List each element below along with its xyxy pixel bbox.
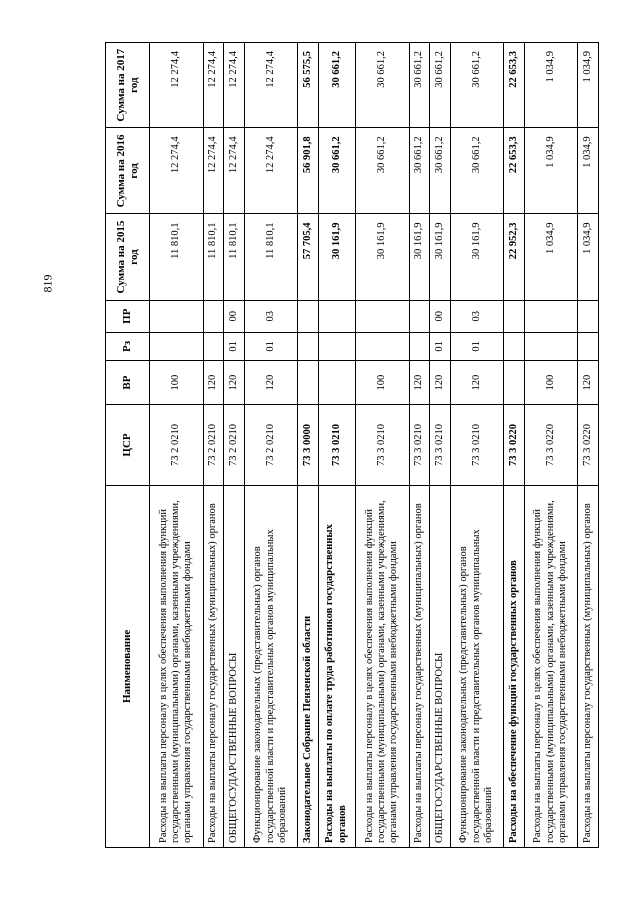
rotated-table-wrapper	[105, 42, 599, 848]
cell-vr	[318, 360, 355, 404]
header-2015: Сумма на 2015 год	[106, 214, 150, 300]
cell-2015: 1 034,9	[524, 214, 578, 300]
cell-csr: 73 3 0220	[524, 405, 578, 486]
cell-2015: 1 034,9	[578, 214, 599, 300]
cell-vr: 100	[524, 360, 578, 404]
cell-rz: 01	[430, 332, 451, 360]
cell-2017: 12 274,4	[150, 43, 204, 128]
cell-rz	[203, 332, 224, 360]
table-row	[203, 43, 224, 848]
cell-name: Функционирование законодательных (представительных) органов государственной власти и представительных органов муниципальных образований	[244, 485, 298, 847]
cell-pr	[504, 300, 525, 332]
cell-pr: 00	[224, 300, 245, 332]
cell-2016: 12 274,4	[244, 128, 298, 214]
cell-rz	[524, 332, 578, 360]
cell-2015: 57 705,4	[298, 214, 319, 300]
cell-2017: 30 661,2	[450, 43, 504, 128]
cell-name: Расходы на выплаты персоналу в целях обеспечения выполнения функций государственными (муниципальными) органами, казенными учреждениями, органами управления государственными внебюджетными фондами	[150, 485, 204, 847]
cell-csr: 73 3 0210	[355, 405, 409, 486]
cell-2016: 12 274,4	[203, 128, 224, 214]
cell-vr: 100	[355, 360, 409, 404]
cell-name: Расходы на выплаты персоналу в целях обеспечения выполнения функций государственными (муниципальными) органами, казенными учреждениями, органами управления государственными внебюджетными фондами	[355, 485, 409, 847]
cell-2015: 11 810,1	[203, 214, 224, 300]
table-header-row	[106, 43, 150, 848]
header-pr: ПР	[106, 300, 150, 332]
table-row	[504, 43, 525, 848]
cell-csr: 73 3 0220	[578, 405, 599, 486]
cell-pr	[150, 300, 204, 332]
cell-vr	[298, 360, 319, 404]
cell-2015: 11 810,1	[224, 214, 245, 300]
cell-2017: 30 661,2	[318, 43, 355, 128]
cell-name: ОБЩЕГОСУДАРСТВЕННЫЕ ВОПРОСЫ	[224, 485, 245, 847]
table-row	[244, 43, 298, 848]
header-vr: ВР	[106, 360, 150, 404]
cell-pr: 00	[430, 300, 451, 332]
table-row	[409, 43, 430, 848]
cell-vr: 120	[578, 360, 599, 404]
cell-2017: 56 575,5	[298, 43, 319, 128]
cell-pr	[409, 300, 430, 332]
cell-2016: 12 274,4	[150, 128, 204, 214]
cell-pr	[578, 300, 599, 332]
cell-rz: 01	[224, 332, 245, 360]
cell-2016: 12 274,4	[224, 128, 245, 214]
cell-csr: 73 3 0210	[409, 405, 430, 486]
cell-vr: 120	[409, 360, 430, 404]
table-body	[150, 43, 599, 848]
page-number-text: 819	[40, 274, 55, 292]
table-row	[318, 43, 355, 848]
cell-2016: 30 661,2	[318, 128, 355, 214]
cell-pr	[524, 300, 578, 332]
cell-rz	[318, 332, 355, 360]
cell-csr: 73 2 0210	[150, 405, 204, 486]
cell-vr: 120	[224, 360, 245, 404]
cell-rz	[409, 332, 430, 360]
cell-2017: 1 034,9	[524, 43, 578, 128]
page-number	[40, 253, 56, 313]
cell-name: Расходы на выплаты персоналу государственных (муниципальных) органов	[409, 485, 430, 847]
cell-csr: 73 2 0210	[224, 405, 245, 486]
table-row	[430, 43, 451, 848]
cell-2016: 1 034,9	[578, 128, 599, 214]
header-rz: Рз	[106, 332, 150, 360]
cell-pr	[203, 300, 224, 332]
cell-rz	[578, 332, 599, 360]
cell-pr: 03	[244, 300, 298, 332]
cell-rz: 01	[450, 332, 504, 360]
table-row	[450, 43, 504, 848]
cell-pr	[298, 300, 319, 332]
cell-2015: 30 161,9	[430, 214, 451, 300]
cell-2015: 30 161,9	[450, 214, 504, 300]
cell-2015: 11 810,1	[244, 214, 298, 300]
cell-2017: 12 274,4	[203, 43, 224, 128]
cell-name: Расходы на выплаты персоналу государственных (муниципальных) органов	[578, 485, 599, 847]
table-row	[355, 43, 409, 848]
cell-2015: 22 952,3	[504, 214, 525, 300]
cell-name: Расходы на выплаты персоналу государственных (муниципальных) органов	[203, 485, 224, 847]
cell-name: Расходы на обеспечение функций государственных органов	[504, 485, 525, 847]
cell-vr: 120	[450, 360, 504, 404]
cell-rz	[355, 332, 409, 360]
cell-2016: 30 661,2	[409, 128, 430, 214]
header-csr: ЦСР	[106, 405, 150, 486]
cell-2016: 30 661,2	[355, 128, 409, 214]
cell-csr: 73 3 0000	[298, 405, 319, 486]
table-row	[224, 43, 245, 848]
header-2016: Сумма на 2016 год	[106, 128, 150, 214]
cell-csr: 73 3 0210	[318, 405, 355, 486]
cell-vr: 120	[430, 360, 451, 404]
cell-name: ОБЩЕГОСУДАРСТВЕННЫЕ ВОПРОСЫ	[430, 485, 451, 847]
cell-name: Расходы на выплаты персоналу в целях обеспечения выполнения функций государственными (муниципальными) органами, казенными учреждениями, органами управления государственными внебюджетными фондами	[524, 485, 578, 847]
cell-2017: 30 661,2	[355, 43, 409, 128]
table-row	[298, 43, 319, 848]
cell-csr: 73 3 0210	[450, 405, 504, 486]
table-row	[578, 43, 599, 848]
cell-rz	[298, 332, 319, 360]
cell-vr: 120	[244, 360, 298, 404]
cell-pr	[318, 300, 355, 332]
cell-2017: 1 034,9	[578, 43, 599, 128]
cell-2017: 30 661,2	[430, 43, 451, 128]
cell-2015: 11 810,1	[150, 214, 204, 300]
header-name: Наименование	[106, 485, 150, 847]
cell-2017: 12 274,4	[244, 43, 298, 128]
cell-vr: 100	[150, 360, 204, 404]
cell-csr: 73 3 0220	[504, 405, 525, 486]
cell-csr: 73 2 0210	[203, 405, 224, 486]
cell-2017: 30 661,2	[409, 43, 430, 128]
cell-name: Функционирование законодательных (представительных) органов государственной власти и представительных органов муниципальных образований	[450, 485, 504, 847]
header-2017: Сумма на 2017 год	[106, 43, 150, 128]
cell-2015: 30 161,9	[318, 214, 355, 300]
table-row	[524, 43, 578, 848]
cell-pr: 03	[450, 300, 504, 332]
cell-rz	[150, 332, 204, 360]
cell-2017: 22 653,3	[504, 43, 525, 128]
cell-2016: 1 034,9	[524, 128, 578, 214]
cell-rz	[504, 332, 525, 360]
cell-vr	[504, 360, 525, 404]
budget-table	[105, 42, 599, 848]
cell-2016: 22 653,3	[504, 128, 525, 214]
cell-2016: 30 661,2	[430, 128, 451, 214]
cell-vr: 120	[203, 360, 224, 404]
cell-rz: 01	[244, 332, 298, 360]
cell-csr: 73 2 0210	[244, 405, 298, 486]
cell-2016: 30 661,2	[450, 128, 504, 214]
cell-2015: 30 161,9	[355, 214, 409, 300]
cell-name: Расходы на выплаты по оплате труда работников государственных органов	[318, 485, 355, 847]
cell-pr	[355, 300, 409, 332]
cell-name: Законодательное Собрание Пензенской области	[298, 485, 319, 847]
cell-2017: 12 274,4	[224, 43, 245, 128]
cell-csr: 73 3 0210	[430, 405, 451, 486]
cell-2016: 56 901,8	[298, 128, 319, 214]
table-row	[150, 43, 204, 848]
cell-2015: 30 161,9	[409, 214, 430, 300]
